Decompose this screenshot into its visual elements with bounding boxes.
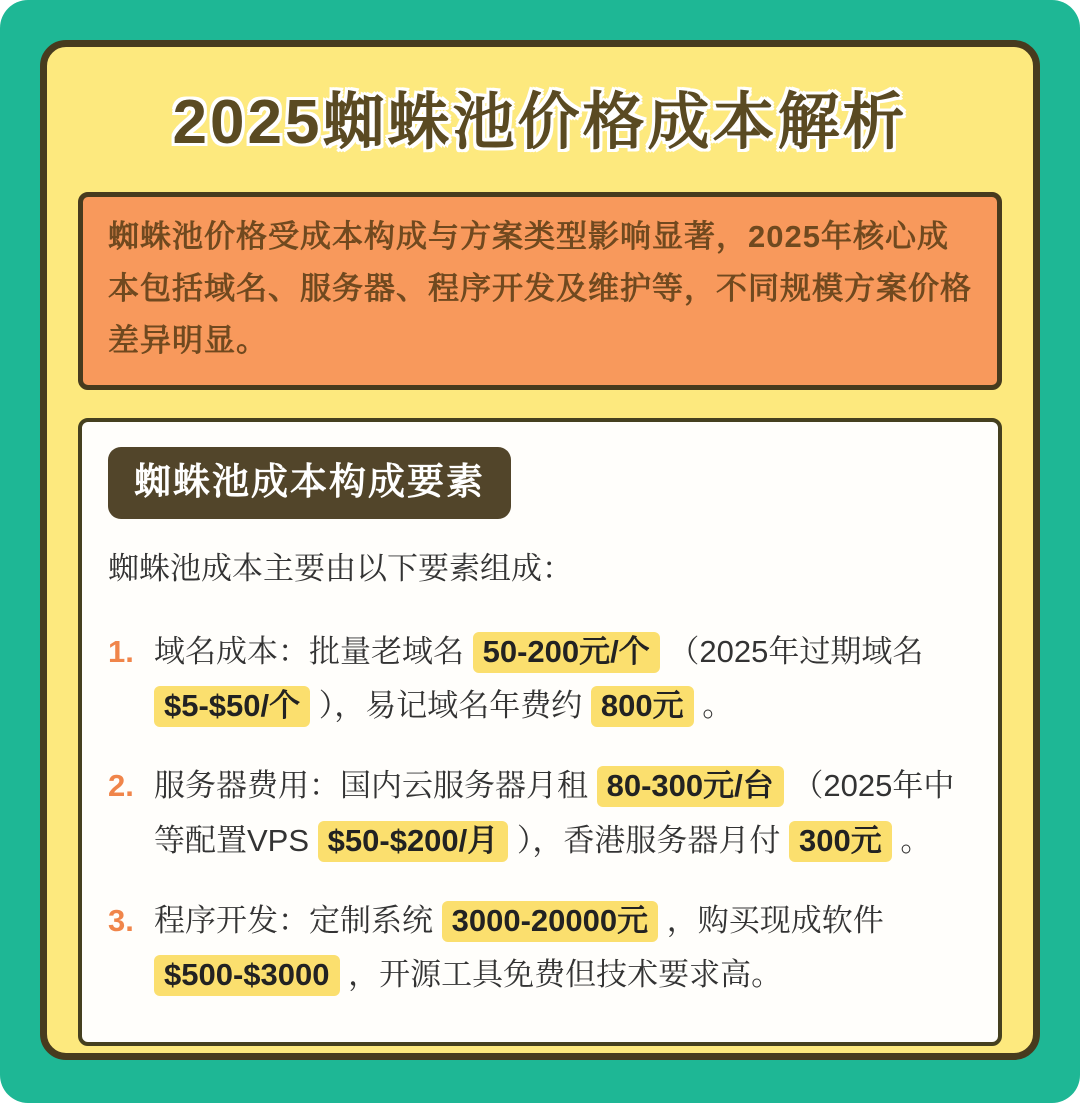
cost-panel	[78, 418, 1002, 1046]
section-intro: 蜘蛛池成本主要由以下要素组成：	[108, 551, 573, 587]
text-segment: 。	[693, 688, 734, 724]
text-segment: ，开源工具免费但技术要求高。	[339, 957, 783, 993]
text-segment: 服务器费用：国内云服务器月租	[154, 768, 597, 804]
poster-card	[40, 40, 1040, 1060]
highlight-value: 80-300元/台	[597, 766, 784, 807]
text-segment: ），易记域名年费约	[310, 688, 591, 724]
item-number: 3.	[108, 902, 134, 938]
cost-item	[108, 894, 972, 1003]
item-text	[154, 759, 972, 868]
item-number: 1.	[108, 633, 134, 669]
text-segment: ），香港服务器月付	[508, 822, 790, 858]
text-segment: 程序开发：定制系统	[154, 902, 442, 938]
item-text	[154, 625, 972, 734]
text-segment: ，购买现成软件	[658, 902, 884, 938]
summary-box	[78, 192, 1002, 390]
highlight-value: $5-$50/个	[154, 686, 310, 727]
cost-item	[108, 625, 972, 734]
highlight-value: 800元	[591, 686, 694, 727]
highlight-value: $50-$200/月	[318, 821, 509, 862]
cost-item	[108, 759, 972, 868]
highlight-value: 3000-20000元	[442, 901, 659, 942]
text-segment: （2025年中等配置VPS	[154, 768, 955, 858]
text-segment: 。	[891, 822, 932, 858]
text-segment: 域名成本：批量老域名	[154, 633, 473, 669]
highlight-value: $500-$3000	[154, 955, 340, 996]
highlight-value: 300元	[789, 821, 892, 862]
summary-text: 蜘蛛池价格受成本构成与方案类型影响显著，2025年核心成本包括域名、服务器、程序开发及维护等，不同规模方案价格差异明显。	[108, 218, 972, 358]
item-text	[154, 894, 972, 1003]
section-badge: 蜘蛛池成本构成要素	[108, 447, 511, 519]
item-number: 2.	[108, 768, 134, 804]
highlight-value: 50-200元/个	[473, 632, 660, 673]
text-segment: （2025年过期域名	[659, 633, 924, 669]
cost-items-list	[108, 625, 972, 1003]
poster-title: 2025蜘蛛池价格成本解析	[172, 88, 908, 157]
